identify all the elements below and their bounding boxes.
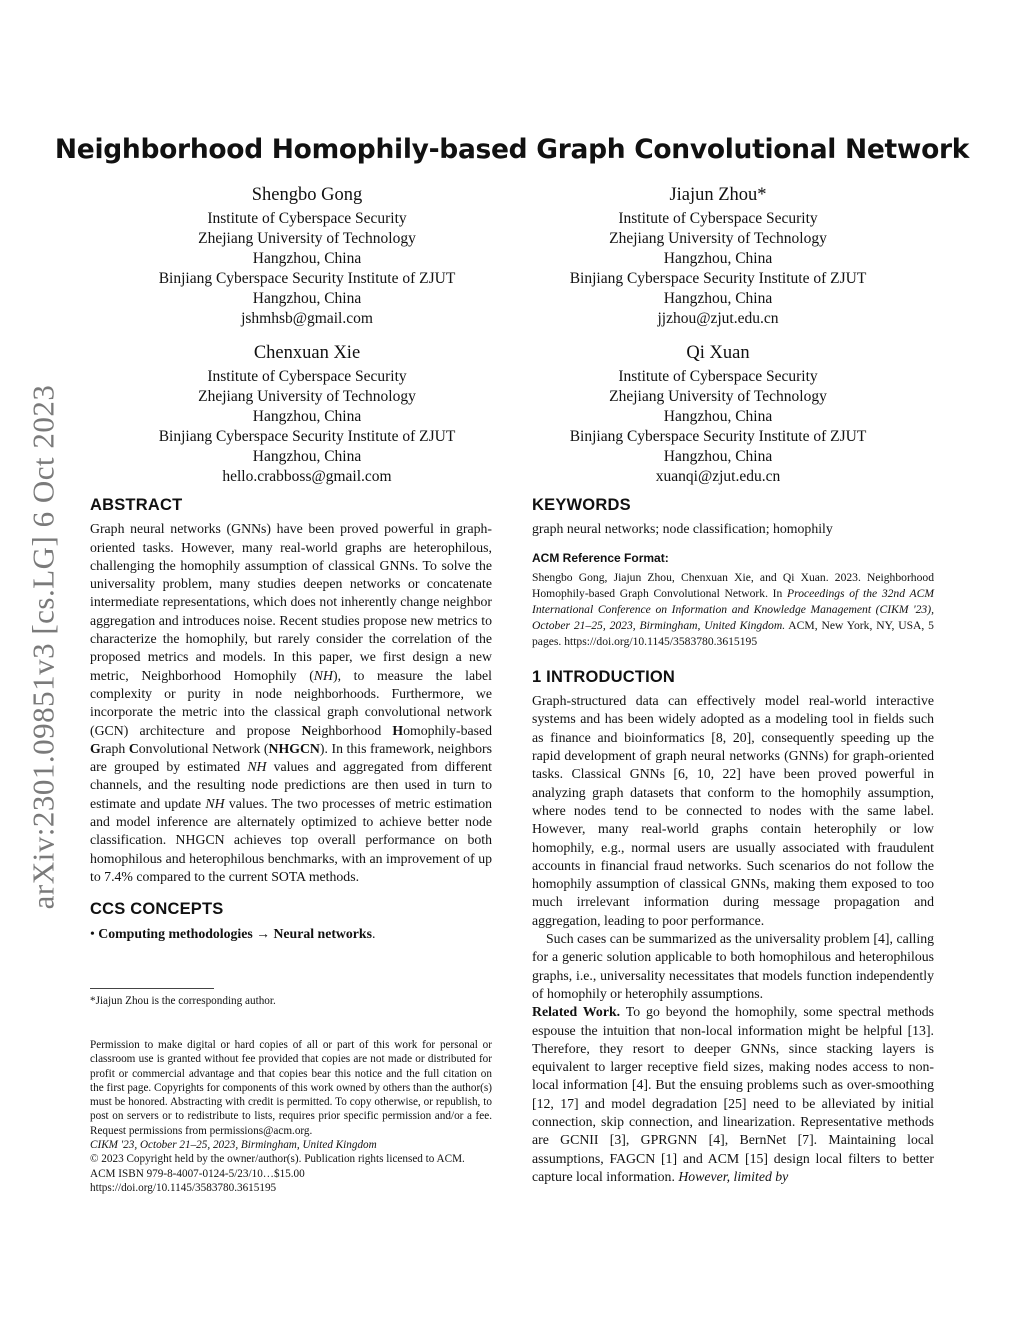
affiliation-line: Institute of Cyberspace Security xyxy=(618,368,818,385)
author-email[interactable]: hello.crabboss@gmail.com xyxy=(222,468,392,485)
affiliation-line: Zhejiang University of Technology xyxy=(609,230,827,247)
affiliation-line: Institute of Cyberspace Security xyxy=(207,210,407,227)
paper-title: Neighborhood Homophily-based Graph Convolutional Network xyxy=(54,134,970,165)
introduction-heading: 1 INTRODUCTION xyxy=(532,667,676,686)
author-email[interactable]: jshmhsb@gmail.com xyxy=(241,310,373,327)
doi-link[interactable]: https://doi.org/10.1145/3583780.3615195 xyxy=(90,1181,277,1194)
keywords-heading: KEYWORDS xyxy=(532,496,631,514)
acm-reference-text: Shengbo Gong, Jiajun Zhou, Chenxuan Xie, and Qi Xuan. 2023. Neighborhood Homophily-based Graph Convolutional Network. In Proceedings of the 32nd ACM International Conference on Information and Knowledge Management (CIKM '23), October 21–25, 2023, Birmingham, United Kingdom. ACM, New York, NY, USA, 5 pages. https://doi.org/10.1145/3583780.3615195 xyxy=(532,570,934,648)
abstract-heading: ABSTRACT xyxy=(90,496,183,514)
affiliation-line: Binjiang Cyberspace Security Institute of ZJUT xyxy=(158,270,456,287)
acm-reference-heading: ACM Reference Format: xyxy=(532,550,669,565)
author-name: Jiajun Zhou* xyxy=(669,185,767,205)
affiliation-line: Zhejiang University of Technology xyxy=(198,230,416,247)
affiliation-line: Institute of Cyberspace Security xyxy=(207,368,407,385)
related-work-label: Related Work. xyxy=(532,1004,621,1020)
author-email[interactable]: xuanqi@zjut.edu.cn xyxy=(655,468,781,485)
footnote-rule xyxy=(90,988,214,989)
ccs-heading: CCS CONCEPTS xyxy=(90,900,224,919)
affiliation-line: Institute of Cyberspace Security xyxy=(618,210,818,227)
affiliation-line: Hangzhou, China xyxy=(252,448,362,465)
affiliation-line: Zhejiang University of Technology xyxy=(198,388,416,405)
abstract-text: Graph neural networks (GNNs) have been proved powerful in graph-oriented tasks. However, many real-world graphs are heterophilous, challenging the homophily assumption of classical GNNs. To solve the universality problem, many studies deepen networks or concatenate intermediate representations, which does not inherently change neighbor aggregation and introduces noise. Recent studies propose new metrics to characterize the homophily, but rarely consider the correlation of the proposed metrics and models. In this paper, we first design a new metric, Neighborhood Homophily (NH), to measure the label complexity or purity in node neighborhoods. Furthermore, we incorporate the metric into the classical graph convolutional network (GCN) architecture and propose Neighborhood Homophily-based Graph Convolutional Network (NHGCN). In this framework, neighbors are grouped by estimated NH values and aggregated from different channels, and the resulting node predictions are then used in turn to estimate and update NH values. The two processes of metric estimation and model inference are alternately optimized to achieve better node classification. NHGCN achieves top overall performance on both homophilous and heterophilous benchmarks, with an improvement of up to 7.4% compared to the current SOTA methods. xyxy=(90,521,492,884)
arxiv-stamp-text: arXiv:2301.09851v3 [cs.LG] 6 Oct 2023 xyxy=(25,384,60,910)
right-column xyxy=(532,496,934,1186)
author-name: Qi Xuan xyxy=(686,343,750,363)
affiliation-line: Binjiang Cyberspace Security Institute of ZJUT xyxy=(158,428,456,445)
ccs-concepts: • Computing methodologies → Neural networks. xyxy=(90,925,376,941)
footnote: *Jiajun Zhou is the corresponding author. xyxy=(90,995,276,1007)
affiliation-line: Hangzhou, China xyxy=(663,290,773,307)
intro-paragraph-3: Related Work. To go beyond the homophily, some spectral methods espouse the intuition that non-local information might be helpful [13]. Therefore, they resort to deeper GNNs, since stacking layers is equivalent to larger receptive field sizes, making nodes access to non-local information [4]. But the ensuing problems such as over-smoothing [12, 17] and model degradation [25] need to be alleviated by initial connection, skip connection, and linearization. Representative methods are GCNII [3], GPRGNN [4], BernNet [7]. Maintaining local assumptions, FAGCN [1] and ACM [15] design local filters to better capture local information. However, limited by xyxy=(532,1004,935,1184)
affiliation-line: Binjiang Cyberspace Security Institute of ZJUT xyxy=(569,428,867,445)
acm-reference xyxy=(532,549,934,650)
conference-line: CIKM '23, October 21–25, 2023, Birmingham, United Kingdom xyxy=(90,1139,377,1152)
affiliation-line: Hangzhou, China xyxy=(663,408,773,425)
affiliation-line: Hangzhou, China xyxy=(252,250,362,267)
permission-text: Permission to make digital or hard copies of all or part of this work for personal or classroom use is granted without fee provided that copies are not made or distributed for profit or commercial advantage and that copies bear this notice and the full citation on the first page. Copyrights for components of this work owned by others than the author(s) must be honored. Abstracting with credit is permitted. To copy otherwise, or republish, to post on servers or to redistribute to lists, requires prior specific permission and/or a fee. Request permissions from permissions@acm.org. xyxy=(90,1039,492,1137)
affiliation-line: Hangzhou, China xyxy=(252,290,362,307)
arxiv-stamp xyxy=(26,367,60,927)
author-name: Chenxuan Xie xyxy=(253,343,361,363)
author-block-3 xyxy=(97,340,517,487)
left-column xyxy=(90,496,492,943)
copyright-line: © 2023 Copyright held by the owner/author(s). Publication rights licensed to ACM. xyxy=(90,1153,465,1166)
permission-block xyxy=(90,1038,492,1195)
affiliation-line: Zhejiang University of Technology xyxy=(609,388,827,405)
author-block-4 xyxy=(508,340,928,487)
author-name: Shengbo Gong xyxy=(251,185,363,205)
affiliation-line: Hangzhou, China xyxy=(252,408,362,425)
affiliation-line: Hangzhou, China xyxy=(663,250,773,267)
author-email[interactable]: jjzhou@zjut.edu.cn xyxy=(657,310,779,327)
keywords-text: graph neural networks; node classification; homophily xyxy=(532,521,833,537)
isbn-line: ACM ISBN 979-8-4007-0124-5/23/10…$15.00 xyxy=(90,1167,305,1180)
author-block-1 xyxy=(97,182,517,329)
affiliation-line: Hangzhou, China xyxy=(663,448,773,465)
intro-paragraph-1: Graph-structured data can effectively model real-world interactive systems and has been widely adopted as a modeling tool in fields such as finance and bioinformatics [8, 20], consequently speeding up the rapid development of graph neural networks (GNNs) for graph-oriented tasks. Classical GNNs [6, 10, 22] have been proved powerful in analyzing graph datasets that conform to the homophily assumption, where nodes tend to be connected to nodes with the same label. However, many real-world graphs contain heterophily or low homophily, e.g., normal users are usually associated with fraudulent accounts in financial fraud networks. Such scenarios do not follow the homophily assumption of classical GNNs, making them exposed to too much irrelevant information during message propagation and aggregation, leading to poor performance. xyxy=(532,693,934,928)
author-block-2 xyxy=(508,182,928,329)
intro-paragraph-2: Such cases can be summarized as the universality problem [4], calling for a generic solution applicable to both homophilous and heterophilous graphs, i.e., universality necessitates that models function independently of homophily or heterophily assumptions. xyxy=(532,931,934,1001)
affiliation-line: Binjiang Cyberspace Security Institute of ZJUT xyxy=(569,270,867,287)
